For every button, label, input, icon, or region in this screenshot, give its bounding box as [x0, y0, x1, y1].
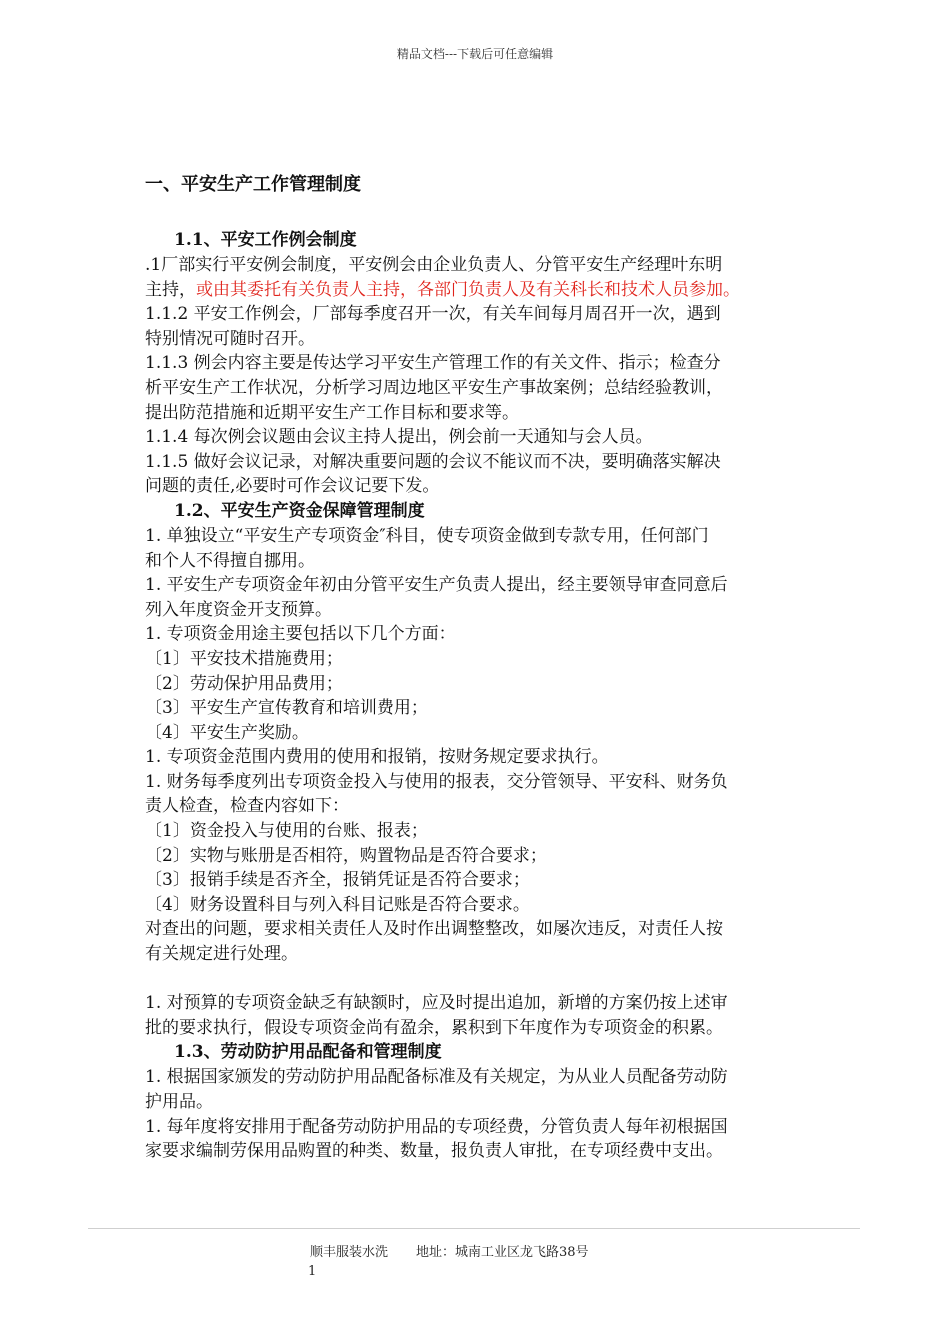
- list-item: 〔2〕实物与账册是否相符，购置物品是否符合要求；: [145, 845, 547, 866]
- paragraph: 1. 每年度将安排用于配备劳动防护用品的专项经费，分管负责人每年初根据国: [145, 1116, 728, 1137]
- paragraph: .1厂部实行平安例会制度，平安例会由企业负责人、分管平安生产经理叶东明: [145, 255, 723, 275]
- paragraph: 特别情况可随时召开。: [145, 328, 315, 349]
- chapter-heading: 一、平安生产工作管理制度: [145, 174, 361, 195]
- paragraph: 问题的责任,必要时可作会议记要下发。: [145, 476, 440, 497]
- section-1-2-title: 1.2、平安生产资金保障管理制度: [174, 500, 425, 521]
- paragraph: 批的要求执行，假设专项资金尚有盈余，累积到下年度作为专项资金的积累。: [145, 1017, 723, 1038]
- paragraph: 1. 财务每季度列出专项资金投入与使用的报表，交分管领导、平安科、财务负: [145, 771, 728, 792]
- list-item: 〔1〕资金投入与使用的台账、报表；: [145, 821, 428, 842]
- paragraph: 家要求编制劳保用品购置的种类、数量，报负责人审批，在专项经费中支出。: [145, 1141, 723, 1162]
- document-body: [145, 172, 810, 1164]
- paragraph: 1. 专项资金范围内费用的使用和报销，按财务规定要求执行。: [145, 747, 609, 768]
- paragraph: 1. 平安生产专项资金年初由分管平安生产负责人提出，经主要领导审查同意后: [145, 575, 728, 596]
- paragraph: 1. 根据国家颁发的劳动防护用品配备标准及有关规定，为从业人员配备劳动防: [145, 1067, 728, 1088]
- footer-address: 地址：城南工业区龙飞路38号: [416, 1245, 589, 1260]
- list-item: 〔3〕平安生产宣传教育和培训费用；: [145, 698, 428, 719]
- page-footer: [310, 1241, 589, 1260]
- list-item: 〔1〕平安技术措施费用；: [145, 648, 343, 669]
- list-item: 〔4〕平安生产奖励。: [145, 722, 309, 743]
- highlighted-text: 或由其委托有关负责人主持，各部门负责人及有关科长和技术人员参加。: [196, 279, 740, 300]
- paragraph: 1.1.4 每次例会议题由会议主持人提出，例会前一天通知与会人员。: [145, 427, 653, 448]
- paragraph: 1.1.3 例会内容主要是传达学习平安生产管理工作的有关文件、指示；检查分: [145, 353, 721, 374]
- paragraph: 析平安生产工作状况，分析学习周边地区平安生产事故案例；总结经验教训，: [145, 377, 723, 398]
- paragraph: 1. 单独设立“平安生产专项资金″科目，使专项资金做到专款专用，任何部门: [145, 525, 709, 546]
- page-number: 1: [308, 1264, 317, 1279]
- footer-company: 顺丰服装水洗: [310, 1245, 389, 1260]
- paragraph: 列入年度资金开支预算。: [145, 599, 332, 620]
- paragraph: 责人检查，检查内容如下：: [145, 796, 349, 817]
- paragraph: 1. 专项资金用途主要包括以下几个方面：: [145, 624, 456, 645]
- list-item: 〔3〕报销手续是否齐全，报销凭证是否符合要求；: [145, 870, 530, 891]
- footer-divider: [88, 1228, 860, 1229]
- paragraph: 护用品。: [145, 1092, 213, 1112]
- list-item: 〔2〕劳动保护用品费用；: [145, 673, 343, 694]
- paragraph: [145, 278, 810, 303]
- list-item: 〔4〕财务设置科目与列入科目记账是否符合要求。: [145, 894, 530, 915]
- paragraph: 和个人不得擅自挪用。: [145, 550, 315, 571]
- paragraph: 1.1.2 平安工作例会，厂部每季度召开一次，有关车间每月周召开一次，遇到: [145, 304, 721, 325]
- page-header: 精品文档---下载后可任意编辑: [396, 47, 554, 61]
- paragraph: 提出防范措施和近期平安生产工作目标和要求等。: [145, 402, 519, 423]
- paragraph-text: 主持，: [145, 279, 196, 300]
- paragraph: 1.1.5 做好会议记录，对解决重要问题的会议不能议而不决，要明确落实解决: [145, 451, 721, 472]
- section-1-3-title: 1.3、劳动防护用品配备和管理制度: [174, 1042, 442, 1063]
- section-1-1-title: 1.1、平安工作例会制度: [174, 230, 357, 250]
- paragraph: 1. 对预算的专项资金缺乏有缺额时，应及时提出追加，新增的方案仍按上述审: [145, 993, 728, 1014]
- paragraph: 对查出的问题，要求相关责任人及时作出调整整改，如屡次违反，对责任人按: [145, 919, 723, 940]
- paragraph: 有关规定进行处理。: [145, 944, 298, 965]
